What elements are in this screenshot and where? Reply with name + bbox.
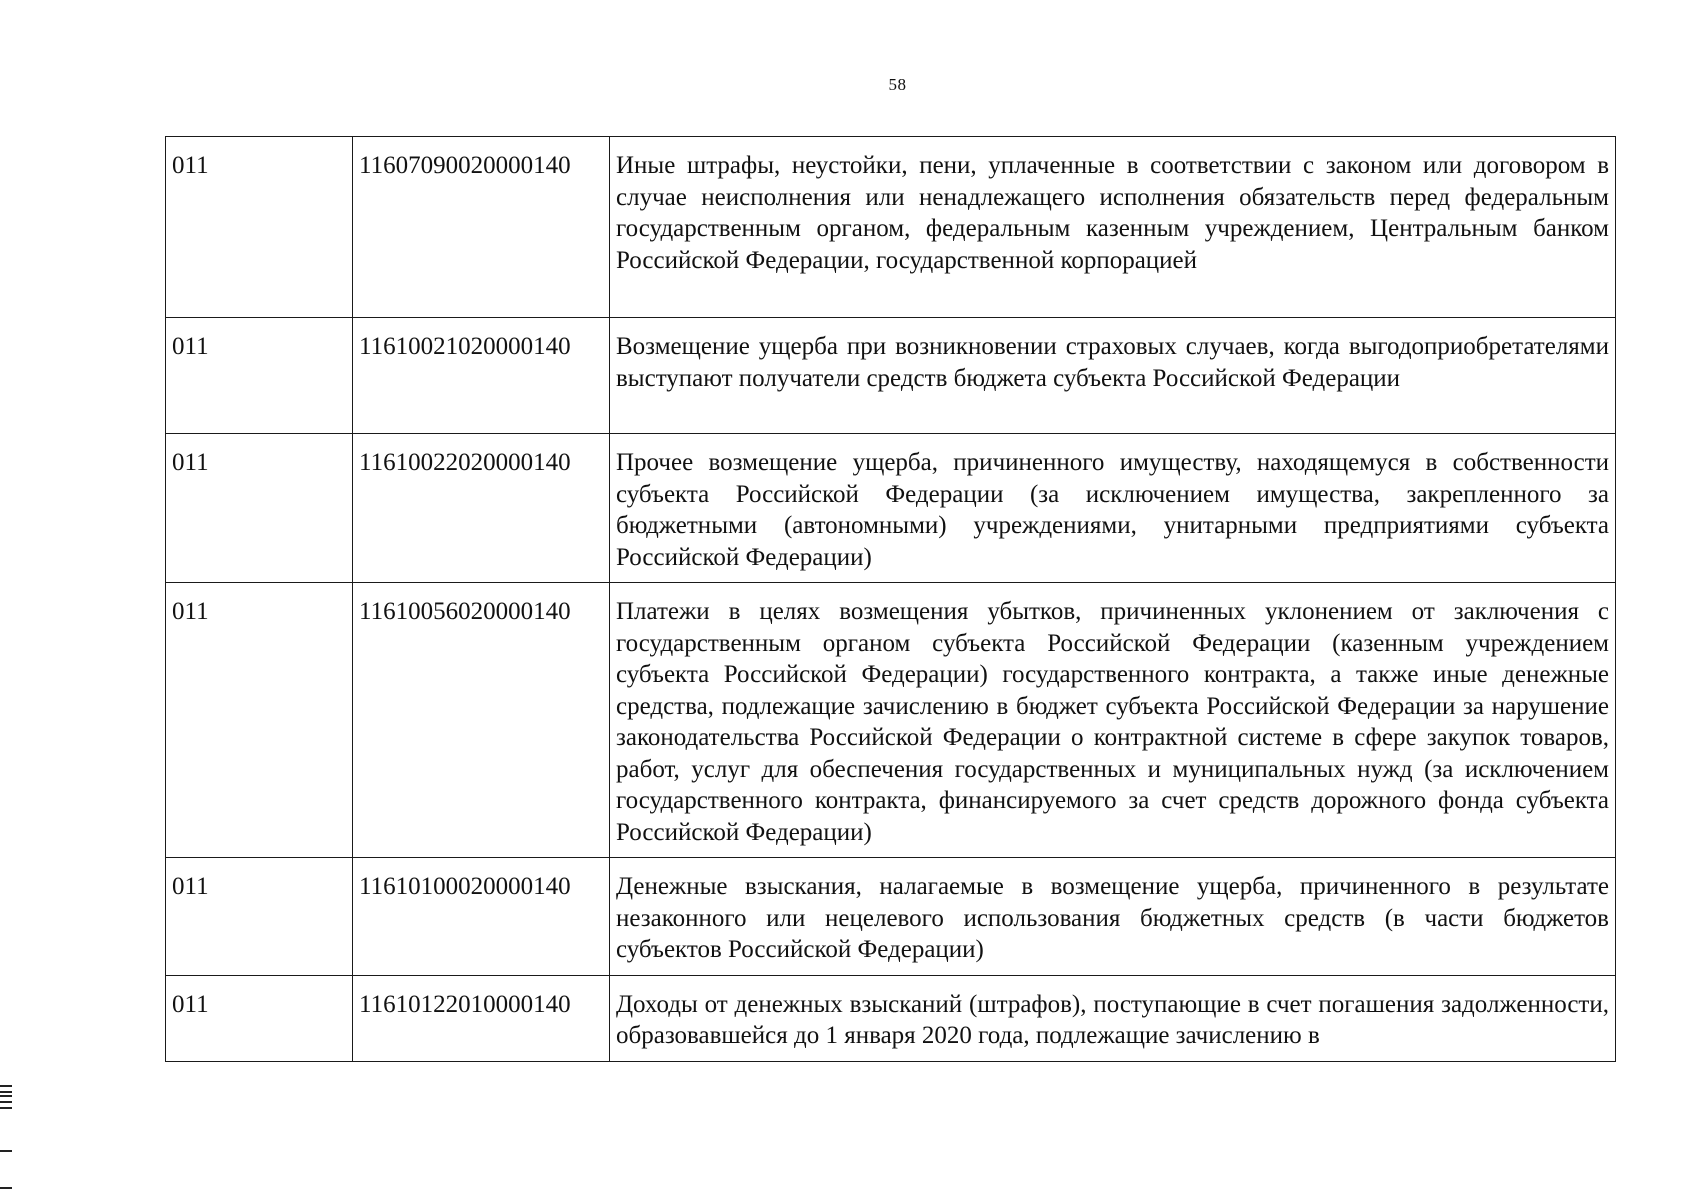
admin-code-cell: 011 (166, 137, 353, 318)
scan-edge-marks (0, 1085, 14, 1195)
kbk-code-cell: 11610022020000140 (353, 434, 610, 583)
admin-code-cell: 011 (166, 583, 353, 858)
description-cell: Иные штрафы, неустойки, пени, уплаченные в соответствии с законом или договором в случае неисполнения или ненадлежащего исполнения обязательств перед федеральным государственным органом, федеральным казенным учреждением, Центральным банком Российской Федерации, государственной корпорацией (610, 137, 1616, 318)
description-cell: Прочее возмещение ущерба, причиненного имуществу, находящемуся в собственности субъекта Российской Федерации (за исключением имущества, закрепленного за бюджетными (автономными) учреждениями, унитарными предприятиями субъекта Российской Федерации) (610, 434, 1616, 583)
table-row (166, 434, 1616, 583)
admin-code-cell: 011 (166, 434, 353, 583)
table-row (166, 975, 1616, 1061)
description-cell: Доходы от денежных взысканий (штрафов), поступающие в счет погашения задолженности, образовавшейся до 1 января 2020 года, подлежащие зачислению в (610, 975, 1616, 1061)
admin-code-cell: 011 (166, 858, 353, 976)
table-row (166, 318, 1616, 434)
kbk-code-cell: 11610122010000140 (353, 975, 610, 1061)
page-number: 58 (888, 75, 907, 94)
admin-code-cell: 011 (166, 318, 353, 434)
description-cell: Платежи в целях возмещения убытков, причиненных уклонением от заключения с государственным органом субъекта Российской Федерации (казенным учреждением субъекта Российской Федерации) государственного контракта, а также иные денежные средства, подлежащие зачислению в бюджет субъекта Российской Федерации за нарушение законодательства Российской Федерации о контрактной системе в сфере закупок товаров, работ, услуг для обеспечения государственных и муниципальных нужд (за исключением государственного контракта, финансируемого за счет средств дорожного фонда субъекта Российской Федерации) (610, 583, 1616, 858)
table-row (166, 583, 1616, 858)
admin-code-cell: 011 (166, 975, 353, 1061)
kbk-code-cell: 11610100020000140 (353, 858, 610, 976)
description-cell: Возмещение ущерба при возникновении страховых случаев, когда выгодоприобретателями выступают получатели средств бюджета субъекта Российской Федерации (610, 318, 1616, 434)
budget-codes-table (165, 136, 1616, 1062)
kbk-code-cell: 11610056020000140 (353, 583, 610, 858)
description-cell: Денежные взыскания, налагаемые в возмещение ущерба, причиненного в результате незаконного или нецелевого использования бюджетных средств (в части бюджетов субъектов Российской Федерации) (610, 858, 1616, 976)
table-row (166, 858, 1616, 976)
kbk-code-cell: 11610021020000140 (353, 318, 610, 434)
table-row (166, 137, 1616, 318)
kbk-code-cell: 11607090020000140 (353, 137, 610, 318)
